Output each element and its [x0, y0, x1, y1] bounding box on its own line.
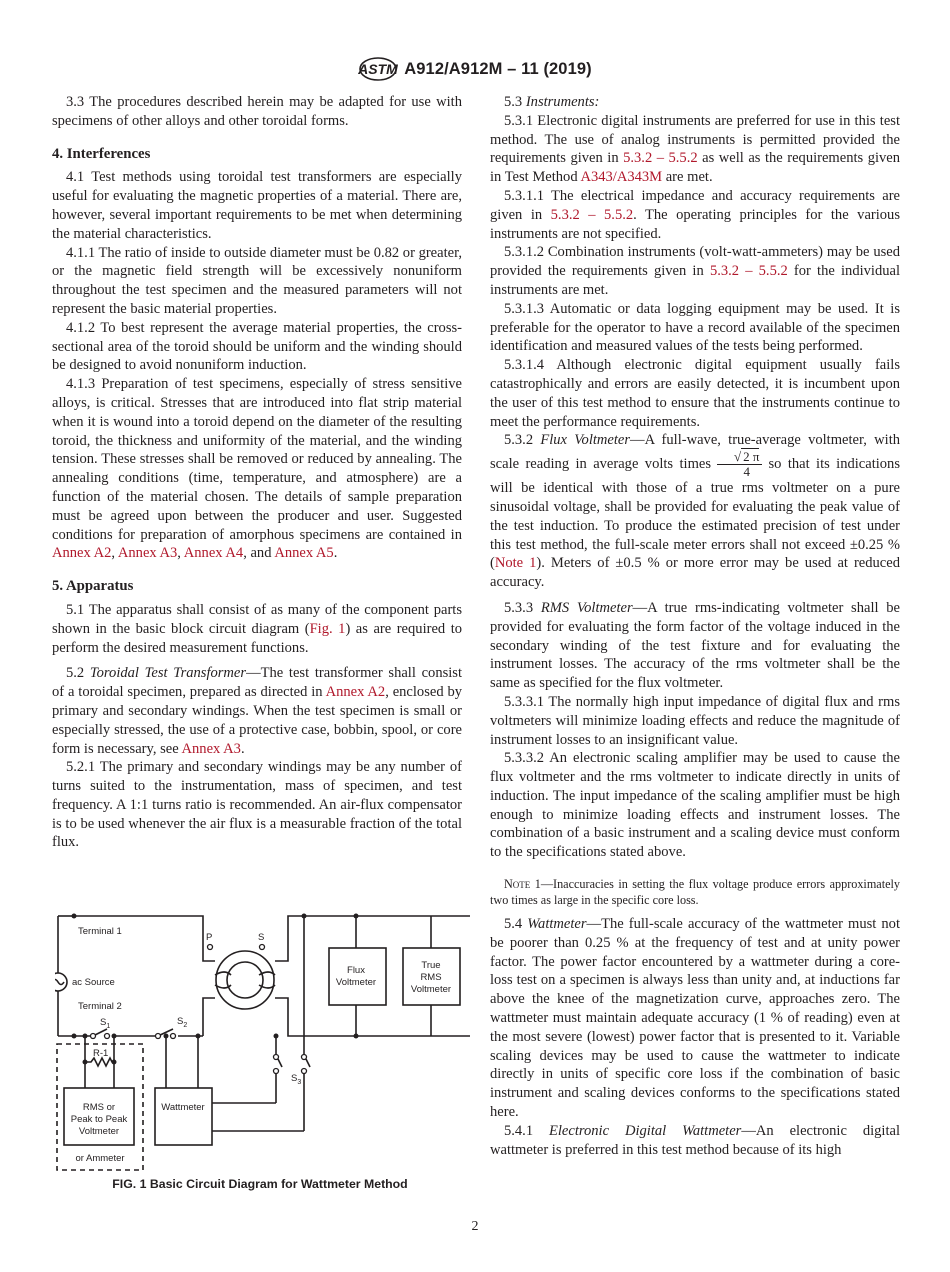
link-annex-a4[interactable]: Annex A4	[183, 545, 244, 562]
paragraph-5-4: 5.4 Wattmeter—The full-scale accuracy of the wattmeter must not be poorer than 0.25 % at the frequency of test and at unity power factor. The power factor encountered by a wattmeter during a core-loss test on a specimen is always less than unity and, at inductions far above the knee of the magnetization curve, approaches zero. The wattmeter must maintain adequate accuracy (1 % of reading) even at the most severe (lowest) power factor that is presented to it. Variable scaling devices may be used to cause the wattmeter to indicate directly in units of specific core loss if the combination of basic instrument and scaling devices conforms to the specifications stated here.	[490, 916, 900, 1121]
paragraph-5-2: 5.2 Toroidal Test Transformer—The test transformer shall consist of a toroidal specimen, prepared as directed in Annex A2, enclosed by primary and secondary windings. When the test specimen is small or especially stressed, the use of a protective case, bobbin, spool, or core form is necessary, see Annex A3.	[52, 665, 463, 757]
link-fig-1[interactable]: Fig. 1	[309, 620, 346, 637]
paragraph-5-3-1-2: 5.3.1.2 Combination instruments (volt-watt-ammeters) may be used provided the requirements given in 5.3.2 – 5.5.2 for the individual instruments are met.	[490, 244, 900, 298]
paragraph-5-3-1-1: 5.3.1.1 The electrical impedance and accuracy requirements are given in 5.3.2 – 5.5.2. The operating principles for the various instruments are not specified.	[490, 187, 900, 242]
label-rms-voltmeter-1: True	[421, 960, 441, 971]
link-annex-a3[interactable]: Annex A3	[117, 545, 178, 562]
link-annex-a2-b[interactable]: Annex A2	[325, 684, 386, 701]
paragraph-5-3-1-4: 5.3.1.4 Although electronic digital equipment usually fails catastrophically and errors are easily detected, it is incumbent upon the user of this test method to ensure that the instruments continue to meet the performance requirements.	[490, 357, 900, 430]
paragraph-5-3-1-3: 5.3.1.3 Automatic or data logging equipment may be used. It is preferable for the operator to have a record available of the specimen identification and measured values of the tests being performed.	[490, 300, 900, 355]
label-switch-s2: $S_2$	[177, 1016, 188, 1029]
link-annex-a5[interactable]: Annex A5	[274, 545, 334, 562]
paragraph-3-3: 3.3 The procedures described herein may be adapted for use with specimens of other alloys and other toroidal forms.	[52, 94, 462, 129]
label-secondary: S	[258, 932, 265, 943]
label-ac-source: ac Source	[72, 977, 115, 988]
label-resistor-r1: R-1	[93, 1048, 109, 1059]
formula-sqrt2-pi-over-4: $\frac{√ 2 \pi}{4}$	[717, 450, 762, 479]
label-terminal-1: Terminal 1	[78, 926, 122, 937]
label-pp-voltmeter-2: Peak to Peak	[70, 1114, 128, 1125]
label-rms-voltmeter-3: Voltmeter	[410, 984, 452, 995]
label-primary: P	[206, 932, 213, 943]
paragraph-5-3-3-1: 5.3.3.1 The normally high input impedance of digital flux and rms voltmeters will minimize loading effects and reduce the magnitude of instrument losses to an insignificant value.	[490, 693, 900, 748]
section-heading-interferences: 4. Interferences	[52, 145, 151, 162]
paragraph-5-3-2: 5.3.2 Flux Voltmeter—A full-wave, true-average voltmeter, with scale reading in average volts times $\frac{√ 2 \pi}{4}$ so that its indications will be identical with those of a true rms voltmeter on a pure sinusoidal voltage, shall be provided for evaluating the peak value of the test induction. To produce the estimated precision of test under this test method, the full-scale meter errors shall not exceed ±0.25 % (Note 1). Meters of ±0.5 % or more error may be used at reduced accuracy.	[490, 432, 901, 591]
right-column	[490, 93, 900, 1159]
link-5-3-2-5-5-2-c[interactable]: 5.3.2 – 5.5.2	[709, 263, 788, 280]
circuit-diagram	[55, 905, 470, 1195]
label-ammeter: or Ammeter	[75, 1153, 125, 1164]
link-5-3-2-5-5-2[interactable]: 5.3.2 – 5.5.2	[623, 150, 698, 167]
astm-logo-icon	[358, 56, 398, 82]
paragraph-4-1: 4.1 Test methods using toroidal test transformers are especially useful for evaluating the magnetic properties of a material. There are, however, several important requirements to be met when determining the material characteristics.	[52, 169, 462, 242]
note-1: Note 1—Inaccuracies in setting the flux voltage produce errors approximately two times as large in the specific core loss.	[490, 877, 900, 908]
paragraph-5-2-1: 5.2.1 The primary and secondary windings may be any number of turns suited to the instrumentation, mass of specimen, and test frequency. A 1:1 turns ratio is recommended. An air-flux compensator is to be used whenever the air flux is a measurable fraction of the total flux.	[52, 759, 462, 851]
link-annex-a2[interactable]: Annex A2	[52, 545, 112, 562]
page-number: 2	[471, 1219, 479, 1234]
label-switch-s3: $S_3$	[291, 1073, 302, 1086]
paragraph-4-1-3: 4.1.3 Preparation of test specimens, especially of stress sensitive alloys, is critical. Stresses that are introduced into flat strip material when it is wound into a toroid depend on the diameter of the resulting toroid, the thickness and uniformity of the material, and the winding tension. These stresses shall be removed or reduced by annealing. The annealing conditions (time, temperature, and atmosphere) are a function of the material chosen. The details of sample preparation must be agreed upon between the producer and user. Suggested conditions for preparation of amorphous specimens are contained in Annex A2, Annex A3, Annex A4, and Annex A5.	[52, 376, 462, 562]
section-heading-apparatus: 5. Apparatus	[52, 578, 134, 595]
paragraph-4-1-2: 4.1.2 To best represent the average material properties, the cross-sectional area of the toroid should be uniform and the winding should be designed to avoid nonuniform induction.	[52, 319, 462, 374]
paragraph-5-4-1: 5.4.1 Electronic Digital Wattmeter—An electronic digital wattmeter is preferred in this test method because of its high	[490, 1122, 900, 1158]
link-note-1[interactable]: Note 1	[494, 555, 537, 572]
figure-caption: FIG. 1 Basic Circuit Diagram for Wattmeter Method	[112, 1177, 408, 1191]
left-column	[52, 93, 462, 852]
label-flux-voltmeter-1: Flux	[347, 965, 365, 976]
label-switch-s1: $S_1$	[100, 1017, 111, 1030]
label-flux-voltmeter-2: Voltmeter	[335, 977, 377, 988]
svg-text:ASTM: ASTM	[358, 61, 399, 77]
link-5-3-2-5-5-2-b[interactable]: 5.3.2 – 5.5.2	[550, 206, 634, 223]
label-rms-voltmeter-2: RMS	[420, 972, 442, 983]
paragraph-5-3: 5.3 Instruments:	[504, 94, 600, 110]
link-a343[interactable]: A343/A343M	[580, 169, 663, 186]
label-pp-voltmeter-3: Voltmeter	[78, 1126, 120, 1137]
label-terminal-2: Terminal 2	[78, 1001, 122, 1012]
paragraph-4-1-1: 4.1.1 The ratio of inside to outside diameter must be 0.82 or greater, or the magnetic field strength will be excessively nonuniform throughout the test specimen and the measured parameters will not represent the basic material properties.	[52, 244, 462, 317]
label-pp-voltmeter-1: RMS or	[82, 1102, 116, 1113]
paragraph-5-1: 5.1 The apparatus shall consist of as many of the component parts shown in the basic block circuit diagram (Fig. 1) as are required to perform the desired measurement functions.	[52, 601, 463, 656]
document-id: A912/A912M – 11 (2019)	[404, 59, 592, 78]
paragraph-5-3-3: 5.3.3 RMS Voltmeter—A true rms-indicating voltmeter shall be provided for evaluating the form factor of the voltage induced in the secondary winding of the test fixture and for evaluating the instrument losses. The accuracy of the rms voltmeter shall be the same as specified for the flux voltmeter.	[490, 599, 900, 692]
link-annex-a3-b[interactable]: Annex A3	[181, 740, 241, 757]
paragraph-5-3-1: 5.3.1 Electronic digital instruments are preferred for use in this test method. The use of analog instruments is permitted provided the requirements given in 5.3.2 – 5.5.2 as well as the requirements given in Test Method A343/A343M are met.	[490, 112, 901, 186]
page-header	[0, 56, 950, 87]
paragraph-5-3-3-2: 5.3.3.2 An electronic scaling amplifier may be used to cause the flux voltmeter and the rms voltmeter to indicate directly in units of induction. The input impedance of the scaling amplifier must be high enough to minimize loading effects and instrument losses. The combination of a basic instrument and a scaling device must conform to the specifications stated above.	[490, 750, 900, 861]
label-wattmeter: Wattmeter	[161, 1102, 205, 1113]
